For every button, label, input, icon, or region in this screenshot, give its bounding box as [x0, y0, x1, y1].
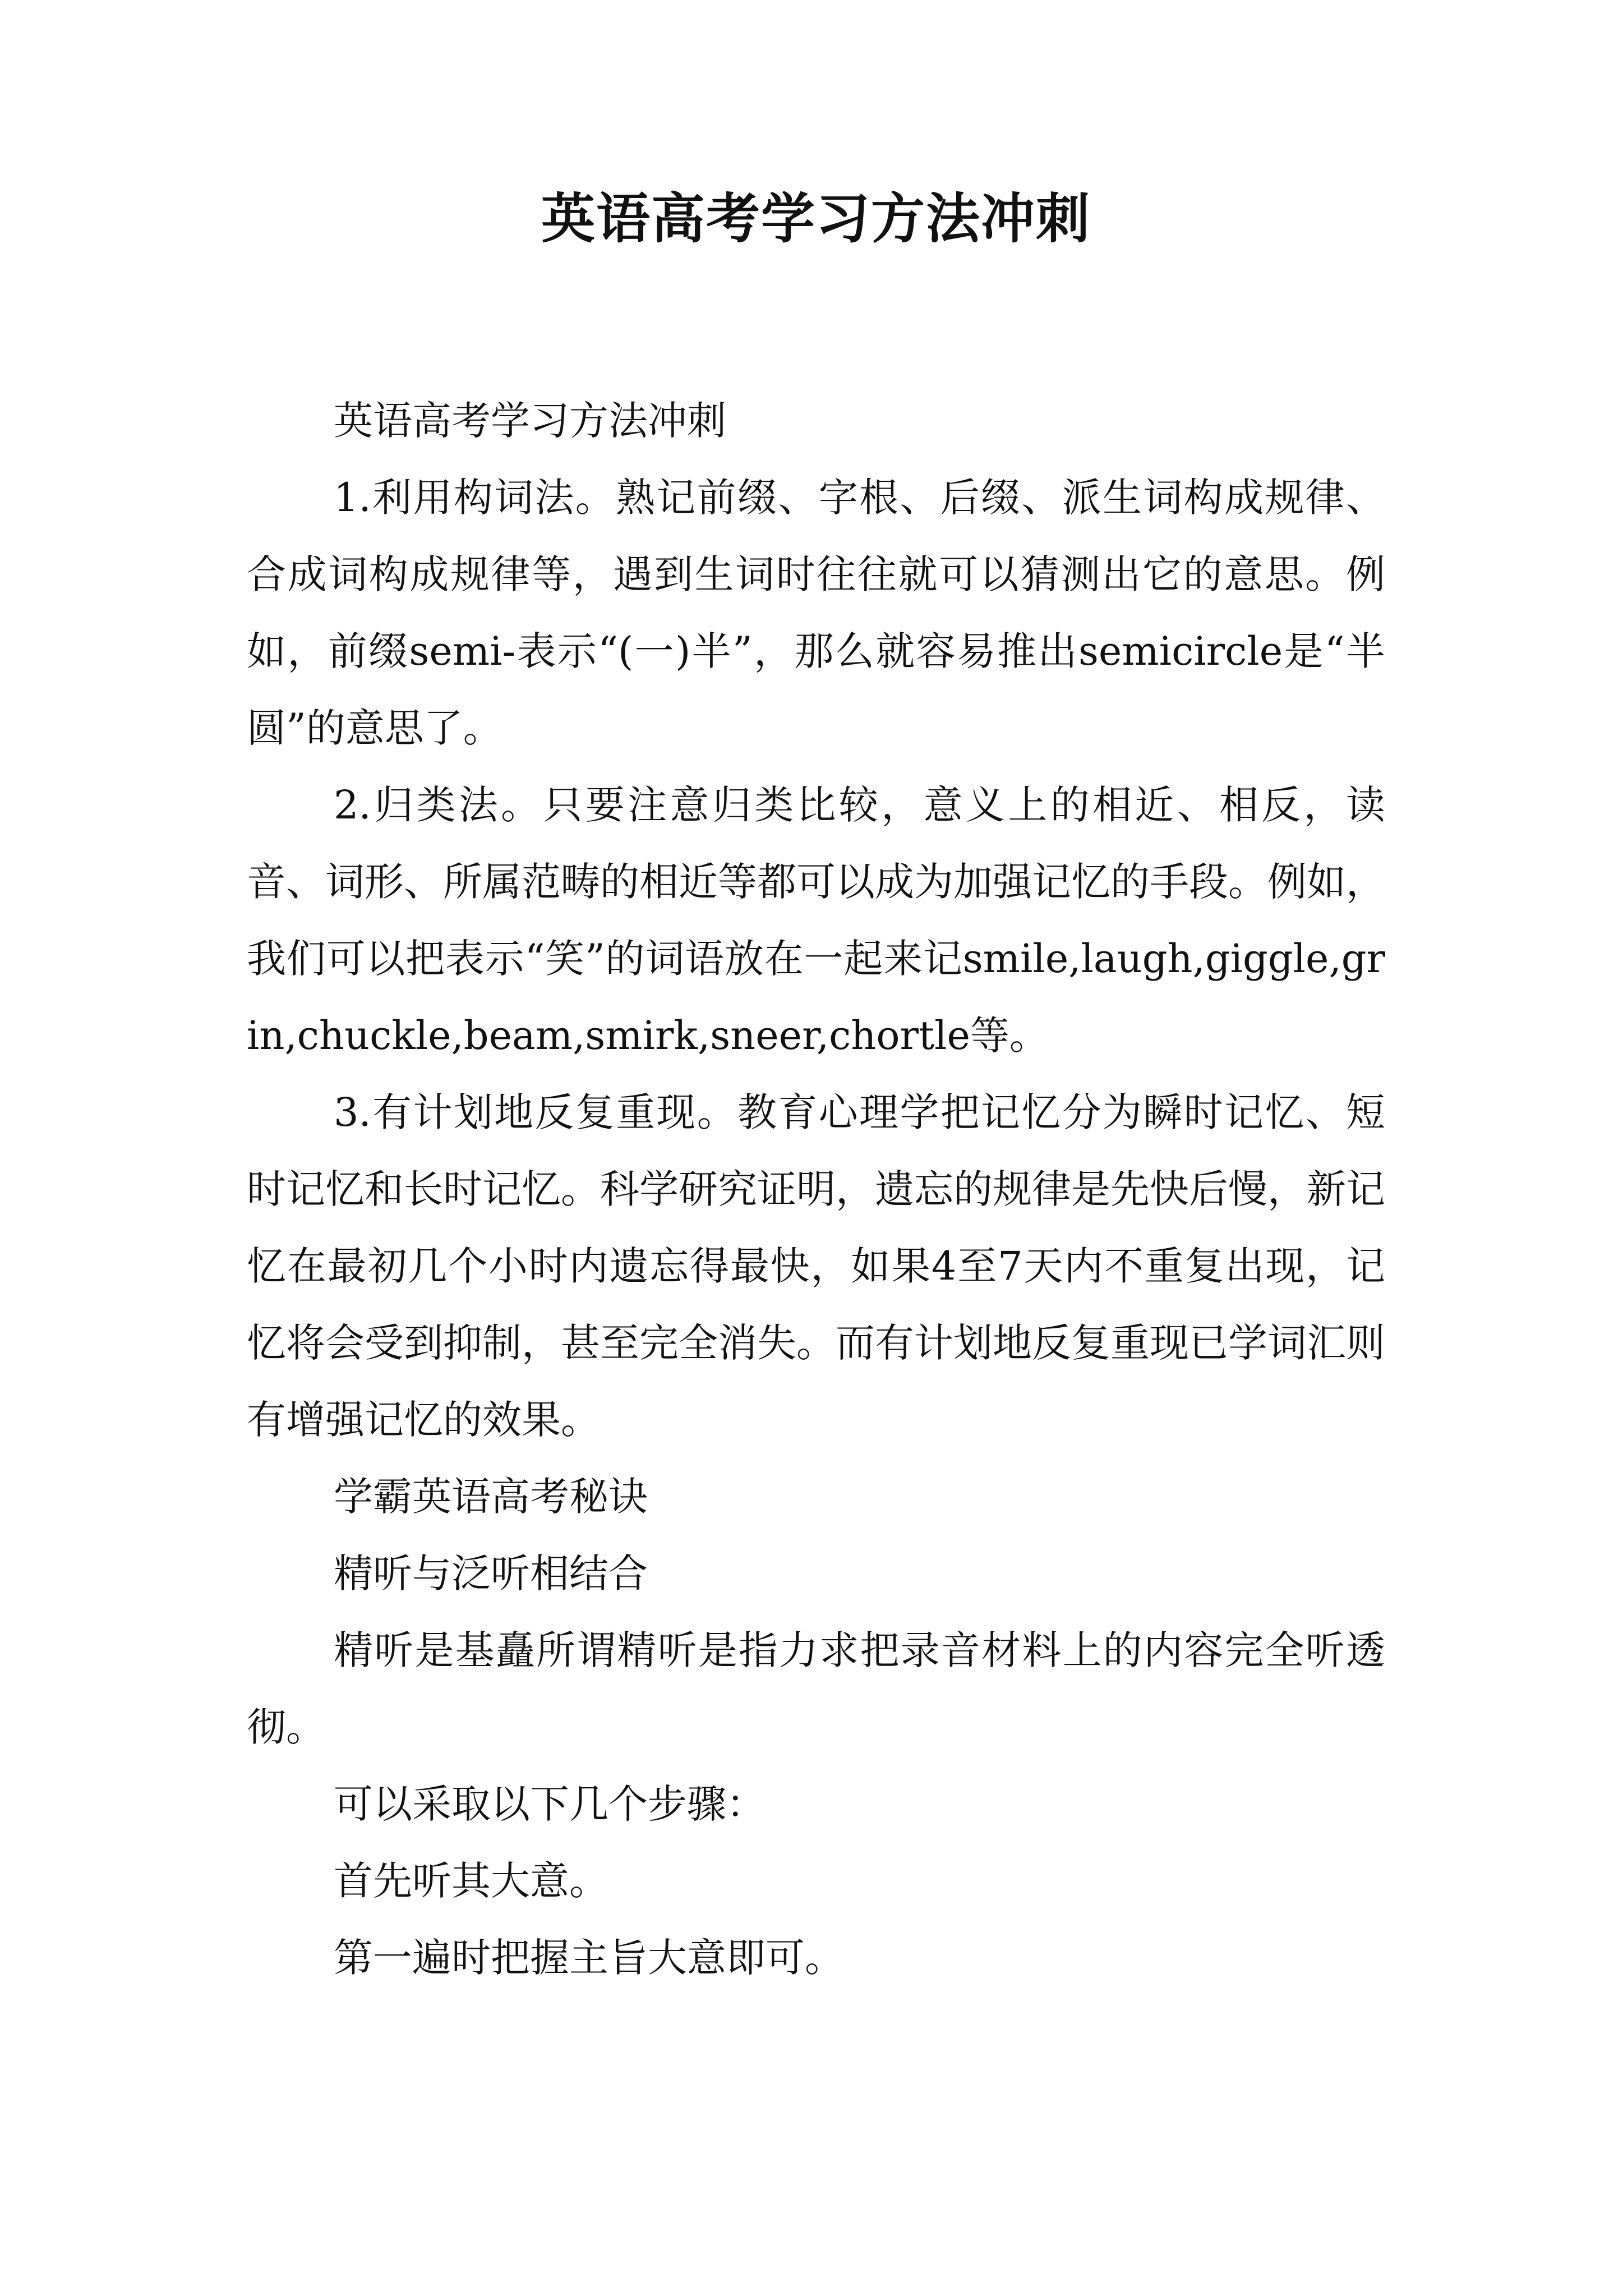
paragraph-heading-tips: 学霸英语高考秘诀	[334, 1474, 648, 1520]
paragraph-heading-listening: 精听与泛听相结合	[334, 1550, 648, 1596]
document-page	[247, 185, 1385, 1996]
paragraph-intensive-listening: 精听是基矗所谓精听是指力求把录音材料上的内容完全听透彻。	[247, 1627, 1385, 1750]
paragraph-steps: 可以采取以下几个步骤：	[334, 1781, 766, 1827]
document-title: 英语高考学习方法冲刺	[541, 187, 1091, 250]
paragraph-repetition: 3.有计划地反复重现。教育心理学把记忆分为瞬时记忆、短时记忆和长时记忆。科学研究证明，遗忘的规律是先快后慢，新记忆在最初几个小时内遗忘得最快，如果4至7天内不重复出现，记忆将会受到抑制，甚至完全消失。而有计划地反复重现已学词汇则有增强记忆的效果。	[247, 1089, 1385, 1443]
paragraph-step-one: 首先听其大意。	[334, 1858, 608, 1904]
paragraph-word-formation: 1.利用构词法。熟记前缀、字根、后缀、派生词构成规律、合成词构成规律等，遇到生词时往往就可以猜测出它的意思。例如，前缀semi-表示“(一)半”，那么就容易推出semicircle是“半圆”的意思了。	[247, 475, 1385, 751]
paragraph-classification: 2.归类法。只要注意归类比较，意义上的相近、相反，读音、词形、所属范畴的相近等都可以成为加强记忆的手段。例如，我们可以把表示“笑”的词语放在一起来记smile,laugh,giggle,grin,chuckle,beam,smirk,sneer,chortle等。	[247, 782, 1385, 1059]
paragraph-subtitle: 英语高考学习方法冲刺	[334, 398, 726, 444]
paragraph-first-pass: 第一遍时把握主旨大意即可。	[334, 1935, 844, 1981]
